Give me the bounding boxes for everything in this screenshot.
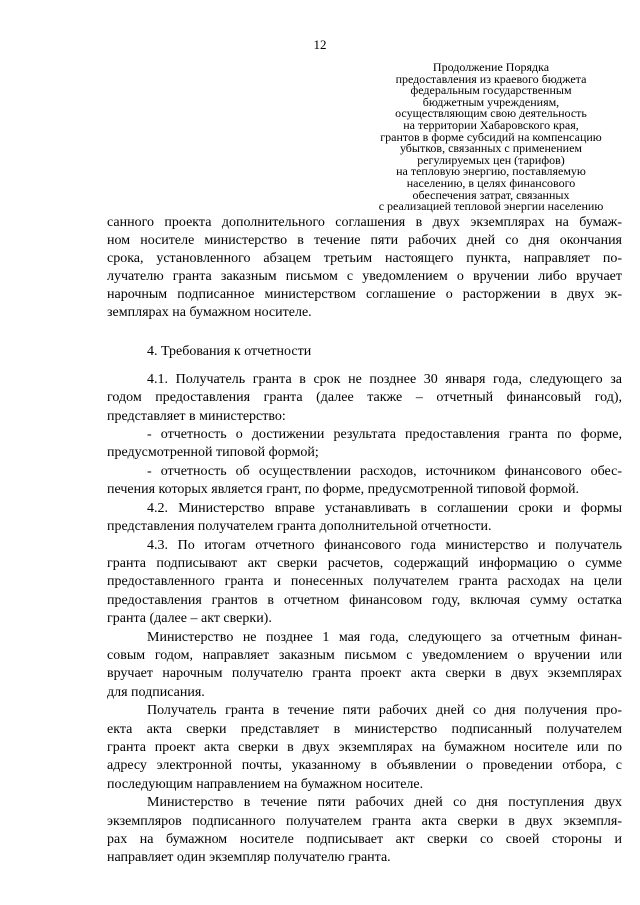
text-line: - отчетность об осуществлении расходов, источником финансового обес- <box>147 463 622 479</box>
header-line: Продолжение Порядка <box>432 60 550 74</box>
header-line: с реализацией тепловой энергии населению <box>378 199 604 214</box>
continuation-header <box>360 62 622 213</box>
header-line: регулируемых цен (тарифов) <box>417 152 565 167</box>
text-line: годом предоставления гранта (далее также – отчетный финансовый год), <box>107 390 622 406</box>
text-line: направляет один экземпляр получателю гранта. <box>107 850 391 866</box>
header-line: предоставления из краевого бюджета <box>395 71 587 86</box>
text-line: лучателю гранта заказным письмом с уведомлением о вручении либо вручает <box>107 268 622 284</box>
text-line: адресу электронной почты, указанному в объявлении о проведении отбора, с <box>107 758 622 774</box>
header-line: на территории Хабаровского края, <box>403 117 579 132</box>
text-line: 4.3. По итогам отчетного финансового года министерство и получатель <box>147 537 622 553</box>
text-line: екта акта сверки представляет в министерство подписанный получателем <box>107 721 622 737</box>
text-line: ном носителе министерство в течение пяти рабочих дней со дня окончания <box>107 232 622 248</box>
text-line: Министерство не позднее 1 мая года, следующего за отчетным финан- <box>147 629 622 645</box>
text-line: земплярах на бумажном носителе. <box>107 304 312 320</box>
header-line: населению, в целях финансового <box>406 175 576 190</box>
text-line: срока, установленного абзацем третьим настоящего пункта, направляет по- <box>107 250 622 266</box>
text-line: совым годом, направляет заказным письмом с уведомлением о вручении или <box>107 647 622 663</box>
header-line: грантов в форме субсидий на компенсацию <box>380 129 602 144</box>
document-body <box>107 214 622 868</box>
text-line: представляет в министерство: <box>107 408 286 424</box>
text-line: для подписания. <box>107 684 205 700</box>
header-line: осуществляющим свою деятельность <box>395 106 587 121</box>
text-line: вручает нарочным получателю гранта проект акта сверки в двух экземплярах <box>107 666 622 682</box>
text-line: - отчетность о достижении результата предоставления гранта по форме, <box>147 427 622 443</box>
text-line: Получатель гранта в течение пяти рабочих дней со дня получения про- <box>147 703 622 719</box>
text-line: печения которых является грант, по форме, предусмотренной типовой формой. <box>107 482 580 498</box>
text-line: последующим направлением на бумажном носителе. <box>107 776 424 792</box>
text-line: 4.1. Получатель гранта в срок не позднее 30 января года, следующего за <box>147 371 622 387</box>
header-line: убытков, связанных с применением <box>399 141 583 156</box>
text-line: предоставленного гранта и понесенных получателем гранта расходах на цели <box>107 574 622 590</box>
text-line: санного проекта дополнительного соглашения в двух экземплярах на бумаж- <box>107 215 622 230</box>
text-line: предусмотренной типовой формой; <box>107 445 319 461</box>
text-line: представления получателем гранта дополнительной отчетности. <box>107 519 492 535</box>
page-number: 12 <box>313 37 327 52</box>
header-line: федеральным государственным <box>410 83 572 98</box>
text-line: рах на бумажном носителе подписывает акт сверки со своей стороны и <box>107 832 622 847</box>
text-line: нарочным подписанное министерством соглашение о расторжении в двух эк- <box>107 286 622 302</box>
text-line: гранта проект акта сверки в двух экземплярах на бумажном носителе или по <box>107 739 622 755</box>
text-line: предоставления грантов в отчетном финансовом году, включая сумму остатка <box>107 592 622 608</box>
text-line: Министерство в течение пяти рабочих дней со дня поступления двух <box>147 795 622 811</box>
text-line: гранта подписывают акт сверки расчетов, содержащий информацию о сумме <box>107 555 622 571</box>
section-heading: 4. Требования к отчетности <box>147 344 312 360</box>
section-body <box>107 343 622 867</box>
text-line: экземпляров подписанного получателем гранта акта сверки в двух экземпля- <box>107 813 622 829</box>
header-line: на тепловую энергию, поставляемую <box>396 164 586 179</box>
header-line: бюджетным учреждениям, <box>422 94 560 109</box>
header-line: обеспечения затрат, связанных <box>412 187 570 202</box>
text-line: гранта (далее – акт сверки). <box>107 611 272 627</box>
text-line: 4.2. Министерство вправе устанавливать в соглашении сроки и формы <box>147 500 622 516</box>
paragraph-continuation <box>107 214 622 321</box>
